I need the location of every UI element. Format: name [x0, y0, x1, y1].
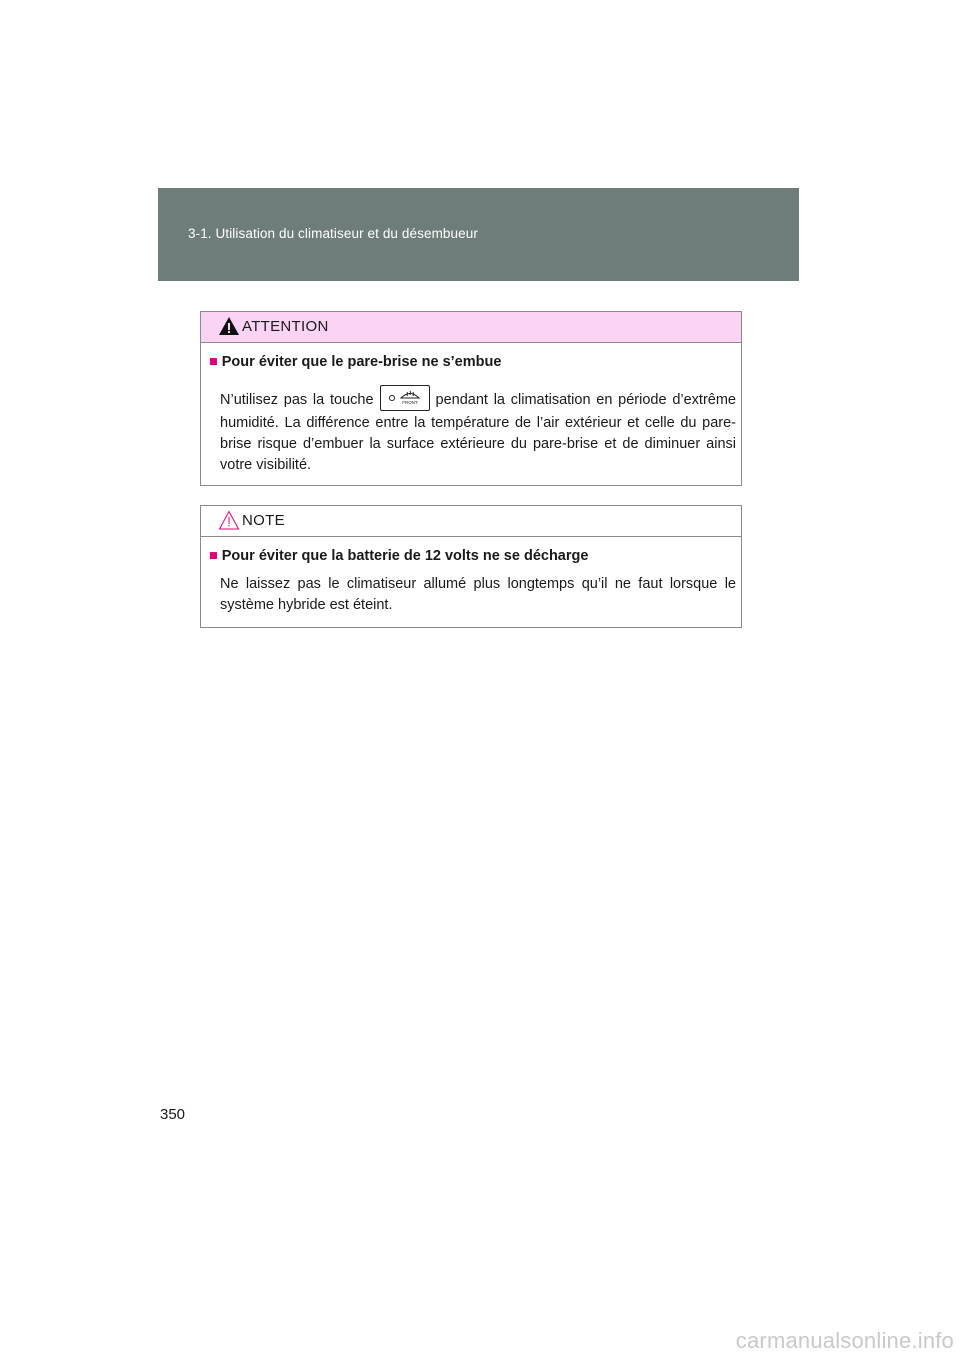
note-paragraph: Ne laissez pas le climatiseur allumé plus longtemps qu’il ne faut lorsque le système hybride est éteint.: [220, 576, 736, 613]
page-number: 350: [160, 1106, 186, 1123]
bullet-square-icon: ■: [209, 548, 218, 564]
attention-text-after-icon: pendant la climatisation en période d’extrême humidité. La différence entre la température de l’air extérieur et celle du pare-brise risque d’embuer la surface extérieure du pare-brise et de diminuer ainsi votre visibilité.: [220, 391, 736, 473]
section-title: 3-1. Utilisation du climatiseur et du désembueur: [188, 226, 478, 241]
caution-triangle-outline-icon: [218, 510, 240, 530]
note-heading: ■ Pour éviter que la batterie de 12 volts ne se décharge: [209, 548, 589, 564]
note-header: [201, 506, 741, 537]
warning-triangle-icon: [218, 316, 240, 336]
watermark: carmanualsonline.info: [735, 1328, 954, 1353]
attention-text-before-icon: N’utilisez pas la touche: [220, 391, 374, 408]
attention-heading: ■ Pour éviter que le pare-brise ne s’embue: [209, 354, 502, 370]
attention-title: ATTENTION: [242, 318, 329, 335]
front-defroster-button-icon: [380, 385, 430, 411]
attention-box: [200, 311, 742, 486]
section-header-band: [158, 188, 799, 281]
indicator-led-icon: [389, 395, 395, 401]
bullet-square-icon: ■: [209, 354, 218, 370]
note-title: NOTE: [242, 512, 285, 529]
attention-header: [201, 312, 741, 343]
attention-paragraph: [220, 387, 736, 476]
svg-text:FRONT: FRONT: [401, 400, 418, 405]
note-box: [200, 505, 742, 628]
defroster-symbol-icon: [399, 388, 421, 406]
